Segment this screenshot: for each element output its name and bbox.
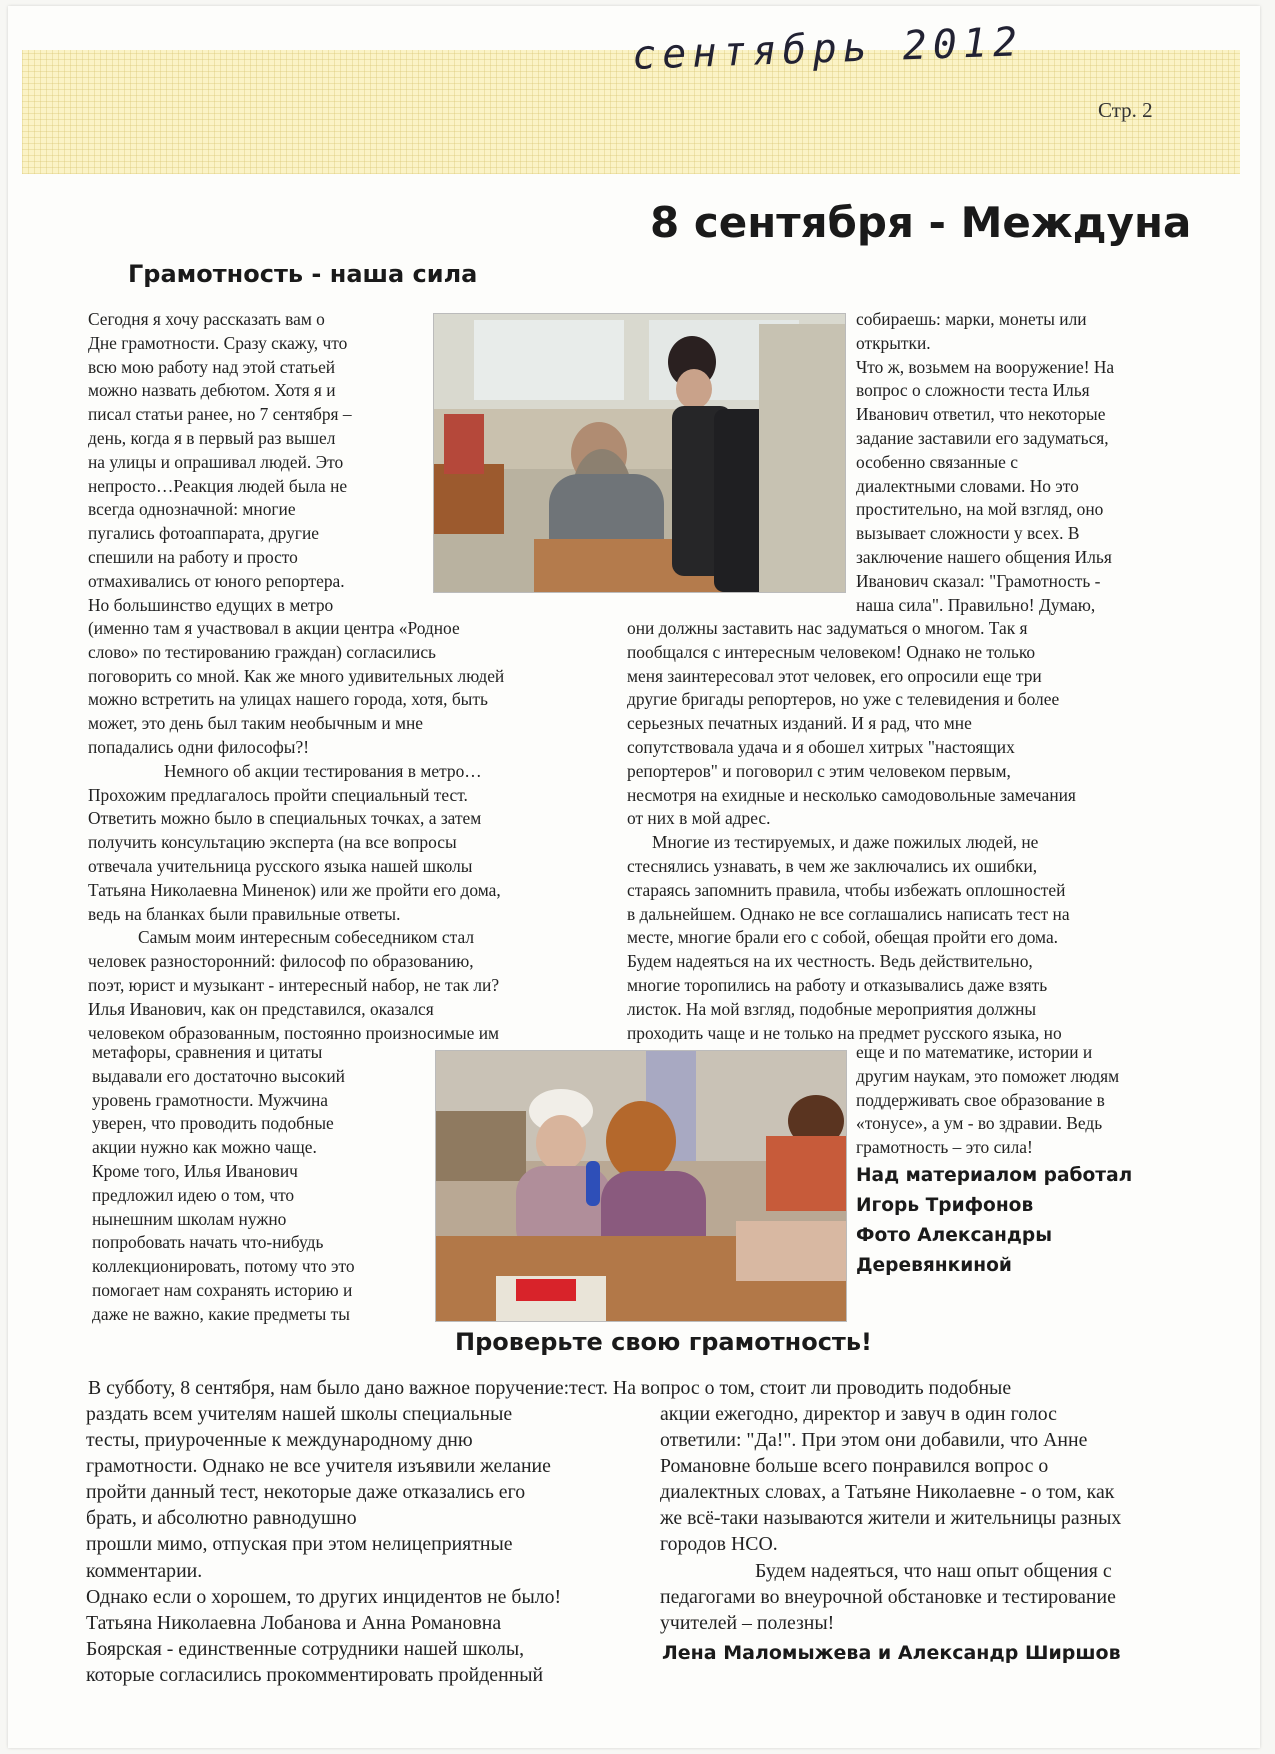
text-line: спешили на работу и просто (88, 546, 298, 567)
text-line: всю мою работу над этой статьей (88, 356, 336, 377)
text-line: раздать всем учителям нашей школы специальные (86, 1403, 513, 1425)
text-line: Однако если о хорошем, то других инцидентов не было! (86, 1585, 562, 1608)
main-headline: 8 сентября - Междуна (650, 198, 1192, 247)
text-line: другим наукам, это поможет людям (856, 1065, 1120, 1086)
text-line: стеснялись узнавать, в чем же заключались их ошибки, (627, 855, 1038, 876)
text-line: проходить чаще и не только на предмет русского языка, но (627, 1022, 1062, 1043)
credit-line: Деревянкиной (856, 1255, 1012, 1276)
text-line: от них в мой адрес. (627, 808, 771, 829)
article1-col-right-bottom (856, 1041, 1119, 1160)
text-line: особенно связанные с (856, 451, 1018, 472)
text-line: вызывает сложности у всех. В (856, 523, 1080, 544)
text-line: серьезных печатных изданий. И я рад, что мне (627, 713, 972, 734)
text-line: открытки. (856, 332, 931, 353)
text-line: Дне грамотности. Сразу скажу, что (88, 332, 348, 353)
text-line: Иванович ответил, что некоторые (856, 404, 1106, 425)
text-line: уверен, что проводить подобные (92, 1113, 334, 1134)
text-line: можно встретить на улицах нашего города, хотя, быть (88, 689, 488, 710)
text-line: другие бригады репортеров, но уже с телевидения и более (627, 689, 1060, 710)
text-line: Сегодня я хочу рассказать вам о (88, 309, 325, 329)
text-line: еще и по математике, истории и (856, 1042, 1093, 1062)
article1-col-right-top (856, 308, 1114, 617)
text-line: заключение нашего общения Илья (856, 546, 1112, 567)
page-number: Стр. 2 (1098, 98, 1153, 122)
text-line: меня заинтересовал этот человек, его опросили еще три (627, 665, 1042, 686)
text-line: они должны заставить нас задуматься о многом. Так я (627, 618, 1028, 638)
text-line: отвечала учительница русского языка нашей школы (88, 855, 473, 876)
text-line: Кроме того, Илья Иванович (92, 1160, 298, 1181)
text-line: Немного об акции тестирования в метро… (164, 760, 482, 781)
text-line: же всё-таки называются жители и жительницы разных (660, 1507, 1122, 1530)
text-line: ведь на бланках были правильные ответы. (88, 903, 401, 924)
text-line: непросто…Реакция людей была не (88, 475, 348, 496)
text-line: Многие из тестируемых, и даже пожилых людей, не (652, 832, 1039, 853)
text-line: всегда однозначной: многие (88, 499, 296, 520)
text-line: месте, многие брали его с собой, обещая пройти его дома. (627, 927, 1059, 948)
credit-line: Над материалом работал (856, 1165, 1133, 1186)
text-line: слово» по тестированию граждан) согласились (88, 641, 436, 662)
header-band (22, 50, 1240, 174)
text-line: педагогами во внеурочной обстановке и тестирование (660, 1585, 1116, 1608)
text-line: поддерживать свое образование в (856, 1089, 1105, 1110)
text-line: день, когда я в первый раз вышел (88, 427, 336, 448)
text-line: простительно, на мой взгляд, оно (856, 499, 1104, 520)
text-line: (именно там я участвовал в акции центра «Родное (88, 618, 460, 638)
text-line: коллекционировать, потому что это (92, 1256, 355, 1277)
text-line: которые согласились прокомментировать пройденный (86, 1663, 544, 1686)
text-line: ответили: "Да!". При этом они добавили, что Анне (660, 1429, 1088, 1452)
text-line: нынешним школам нужно (92, 1208, 287, 1229)
text-line: может, это день был таким необычным и мне (88, 713, 424, 734)
text-line: попадались одни философы?! (88, 736, 309, 757)
text-line: Самым моим интересным собеседником стал (138, 927, 474, 948)
text-line: задание заставили его задуматься, (856, 427, 1109, 448)
text-line: акции нужно как можно чаще. (92, 1137, 317, 1158)
text-line: Илья Иванович, как он представился, оказался (88, 998, 434, 1019)
text-line: Но большинство едущих в метро (88, 594, 334, 615)
text-line: наша сила". Правильно! Думаю, (856, 594, 1096, 615)
article1-col-left-top (88, 308, 352, 617)
text-line: можно назвать дебютом. Хотя я и (88, 380, 336, 401)
text-line: Иванович сказал: "Грамотность - (856, 570, 1101, 591)
photo-teachers-image (436, 1051, 846, 1321)
text-line: попробовать начать что-нибудь (92, 1232, 324, 1253)
text-line: диалектными словами. Но это (856, 475, 1079, 496)
text-line: на улицы и опрашивал людей. Это (88, 451, 344, 472)
text-line: комментарии. (86, 1559, 203, 1582)
text-line: прошли мимо, отпуская при этом нелицеприятные (86, 1533, 513, 1556)
text-line: получить консультацию эксперта (на все вопросы (88, 832, 457, 853)
text-line: учителей – полезны! (660, 1611, 835, 1634)
text-line: многие торопились на работу и отказывались даже взять (627, 974, 1048, 995)
text-line: «тонусе», а ум - во здравии. Ведь (856, 1113, 1103, 1134)
text-line: уровень грамотности. Мужчина (92, 1089, 329, 1110)
article1-col-left-mid (88, 617, 504, 1045)
credit-line: Игорь Трифонов (856, 1195, 1034, 1216)
text-line: пугались фотоаппарата, другие (88, 523, 319, 544)
article2-credits: Лена Маломыжева и Александр Ширшов (662, 1642, 1121, 1664)
text-line: пообщался с интересным человеком! Однако не только (627, 641, 1036, 662)
text-line: человеком образованным, постоянно произносимые им (88, 1022, 500, 1043)
article1-col-right-mid (627, 617, 1076, 1045)
photo-interview (433, 313, 846, 593)
text-line: писал статьи ранее, но 7 сентября – (88, 404, 352, 425)
article1-col-left-bottom (92, 1041, 355, 1327)
photo-interview-image (434, 314, 845, 592)
text-line: отмахивались от юного репортера. (88, 570, 345, 591)
article1-title: Грамотность - наша сила (128, 260, 478, 288)
text-line: Что ж, возьмем на вооружение! На (856, 356, 1115, 377)
text-line: пройти данный тест, некоторые даже отказались его (86, 1481, 526, 1504)
text-line: помогает нам сохранять историю и (92, 1279, 353, 1300)
text-line: человек разносторонний: философ по образованию, (88, 951, 474, 972)
photo-teachers (435, 1050, 847, 1322)
text-line: даже не важно, какие предметы ты (92, 1303, 350, 1324)
text-line: городов НСО. (660, 1533, 778, 1556)
text-line: грамотности. Однако не все учителя изъявили желание (86, 1455, 551, 1478)
text-line: Боярская - единственные сотрудники нашей школы, (86, 1637, 525, 1660)
text-line: тесты, приуроченные к международному дню (86, 1429, 473, 1452)
text-line: сопутствовала удача и я обошел хитрых "настоящих (627, 736, 1015, 757)
text-line: Будем надеяться на их честность. Ведь действительно, (627, 951, 1033, 972)
text-line: брать, и абсолютно равнодушно (86, 1507, 357, 1530)
article2-col-right (660, 1401, 1121, 1636)
text-line: Романовне больше всего понравился вопрос о (660, 1455, 1049, 1478)
text-line: репортеров" и поговорил с этим человеком первым, (627, 760, 1011, 781)
handwritten-date: сентябрь 2012 (631, 19, 1024, 79)
text-line: метафоры, сравнения и цитаты (92, 1042, 323, 1062)
text-line: выдавали его достаточно высокий (92, 1065, 345, 1086)
text-line: акции ежегодно, директор и завуч в один голос (660, 1403, 1057, 1425)
text-line: листок. На мой взгляд, подобные мероприятия должны (627, 998, 1037, 1019)
text-line: поговорить со мной. Как же много удивительных людей (88, 665, 505, 686)
article1-credits (856, 1161, 1132, 1281)
text-line: в дальнейшем. Однако не все соглашались написать тест на (627, 903, 1070, 924)
text-line: диалектных словах, а Татьяне Николаевне - о том, как (660, 1481, 1115, 1504)
text-line: Прохожим предлагалось пройти специальный тест. (88, 784, 468, 805)
text-line: предложил идею о том, что (92, 1184, 295, 1205)
text-line: Татьяна Николаевна Лобанова и Анна Романовна (86, 1611, 502, 1634)
text-line: несмотря на ехидные и несколько самодовольные замечания (627, 784, 1076, 805)
text-line: вопрос о сложности теста Илья (856, 380, 1090, 401)
text-line: Будем надеяться, что наш опыт общения с (755, 1559, 1112, 1582)
text-line: собираешь: марки, монеты или (856, 309, 1087, 329)
text-line: грамотность – это сила! (856, 1137, 1033, 1158)
text-line: стараясь запомнить правила, чтобы избежать оплошностей (627, 879, 1066, 900)
article2-title: Проверьте свою грамотность! (455, 1328, 872, 1356)
text-line: Татьяна Николаевна Миненок) или же пройти его дома, (88, 879, 501, 900)
credit-line: Фото Александры (856, 1225, 1053, 1246)
text-line: Ответить можно было в специальных точках, а затем (88, 808, 482, 829)
article2-col-left (86, 1401, 561, 1688)
text-line: поэт, юрист и музыкант - интересный набор, не так ли? (88, 974, 500, 995)
article2-first-line: В субботу, 8 сентября, нам было дано важное поручение:тест. На вопрос о том, стоит ли проводить подобные (88, 1377, 1012, 1399)
